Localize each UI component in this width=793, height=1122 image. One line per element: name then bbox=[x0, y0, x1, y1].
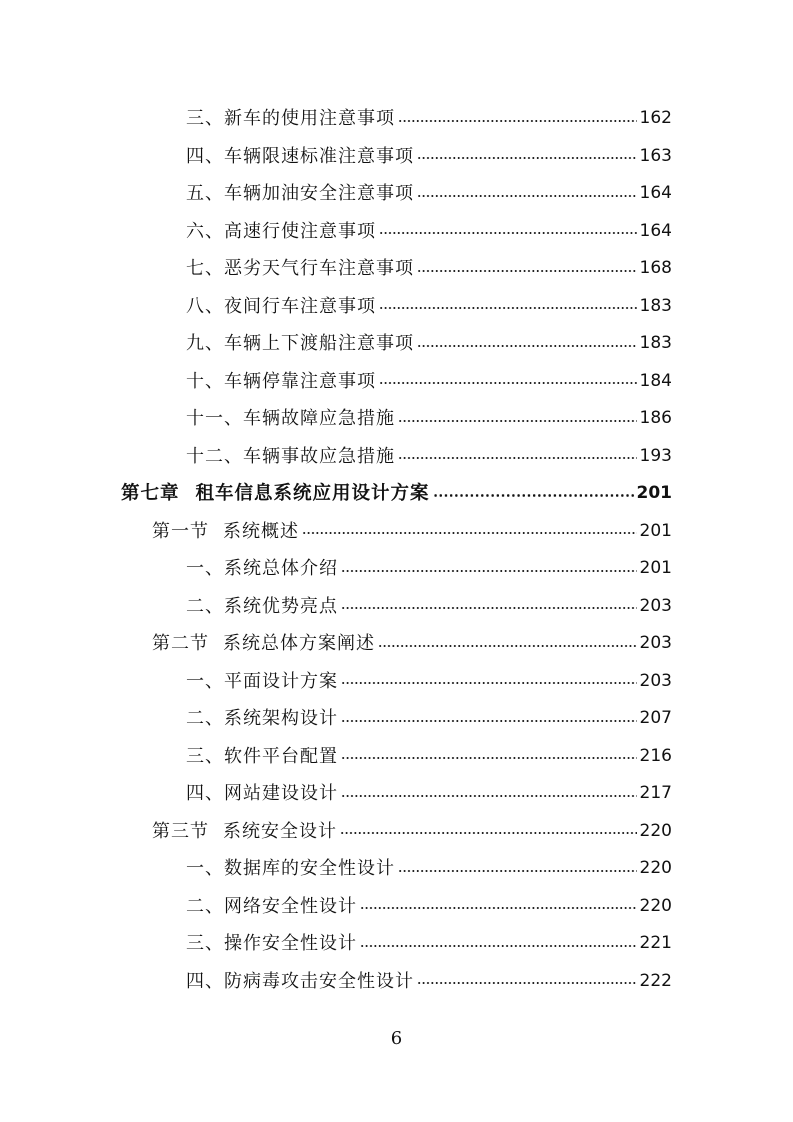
toc-entry-marker: 九、 bbox=[186, 333, 224, 354]
toc-entry-page-number: 222 bbox=[639, 970, 672, 991]
toc-dot-leader bbox=[417, 195, 637, 197]
toc-entry-marker: 四、 bbox=[186, 970, 224, 992]
toc-dot-leader bbox=[398, 120, 637, 122]
toc-entry-marker: 三、 bbox=[186, 745, 224, 767]
toc-subsection-entry[interactable] bbox=[0, 888, 793, 926]
toc-subsection-entry[interactable] bbox=[0, 700, 793, 738]
toc-entry-page-number: 164 bbox=[639, 220, 672, 241]
toc-entry-title: 车辆上下渡船注意事项 bbox=[224, 333, 414, 354]
toc-dot-leader bbox=[341, 720, 637, 722]
toc-entry-title: 平面设计方案 bbox=[224, 670, 338, 692]
toc-dot-leader bbox=[417, 157, 637, 159]
toc-subsection-entry[interactable] bbox=[0, 175, 793, 213]
toc-entry-marker: 四、 bbox=[186, 145, 224, 167]
toc-entry-marker: 三、 bbox=[186, 108, 224, 129]
toc-dot-leader bbox=[341, 607, 637, 609]
toc-entry-page-number: 220 bbox=[639, 858, 672, 878]
toc-entry-title: 防病毒攻击安全性设计 bbox=[224, 970, 414, 992]
toc-entry-title: 系统优势亮点 bbox=[224, 595, 338, 617]
toc-section-entry[interactable] bbox=[0, 625, 793, 663]
toc-subsection-entry[interactable] bbox=[0, 213, 793, 251]
toc-subsection-entry[interactable] bbox=[0, 325, 793, 363]
toc-entry-title: 高速行使注意事项 bbox=[224, 220, 376, 242]
toc-list bbox=[0, 100, 793, 1000]
toc-dot-leader bbox=[341, 682, 637, 684]
toc-dot-leader bbox=[417, 270, 637, 272]
toc-entry-title: 系统概述 bbox=[223, 520, 299, 542]
toc-subsection-entry[interactable] bbox=[0, 738, 793, 776]
toc-entry-page-number: 164 bbox=[639, 183, 672, 203]
table-of-contents bbox=[0, 100, 793, 1000]
toc-entry-page-number: 216 bbox=[639, 745, 672, 766]
toc-subsection-entry[interactable] bbox=[0, 400, 793, 438]
toc-entry-page-number: 203 bbox=[639, 633, 672, 653]
toc-entry-marker: 二、 bbox=[186, 595, 224, 617]
toc-dot-leader bbox=[360, 907, 637, 909]
toc-entry-title: 网络安全性设计 bbox=[224, 895, 357, 917]
toc-entry-page-number: 163 bbox=[639, 145, 672, 166]
toc-entry-title: 车辆限速标准注意事项 bbox=[224, 145, 414, 167]
toc-entry-page-number: 201 bbox=[639, 558, 672, 578]
toc-entry-marker: 二、 bbox=[186, 708, 224, 729]
toc-entry-title: 车辆事故应急措施 bbox=[243, 445, 395, 467]
toc-entry-marker: 二、 bbox=[186, 895, 224, 917]
toc-entry-title: 系统安全设计 bbox=[223, 820, 337, 842]
toc-entry-title: 车辆停靠注意事项 bbox=[224, 370, 376, 392]
toc-entry-page-number: 186 bbox=[639, 408, 672, 428]
toc-dot-leader bbox=[302, 532, 637, 534]
toc-entry-page-number: 201 bbox=[636, 483, 672, 503]
toc-entry-title: 操作安全性设计 bbox=[224, 933, 357, 954]
toc-entry-title: 新车的使用注意事项 bbox=[224, 108, 395, 129]
toc-dot-leader bbox=[417, 345, 637, 347]
toc-entry-marker: 五、 bbox=[186, 183, 224, 204]
toc-entry-page-number: 162 bbox=[639, 108, 672, 128]
toc-entry-marker: 第三节 bbox=[152, 820, 209, 842]
toc-dot-leader bbox=[360, 945, 637, 947]
toc-chapter-entry[interactable] bbox=[0, 475, 793, 513]
toc-dot-leader bbox=[398, 420, 637, 422]
toc-entry-page-number: 183 bbox=[639, 295, 672, 316]
toc-subsection-entry[interactable] bbox=[0, 138, 793, 176]
toc-entry-title: 系统总体方案阐述 bbox=[223, 633, 375, 654]
page-number: 6 bbox=[390, 1028, 403, 1049]
toc-entry-page-number: 183 bbox=[639, 333, 672, 353]
toc-dot-leader bbox=[379, 232, 637, 234]
toc-entry-title: 租车信息系统应用设计方案 bbox=[195, 483, 430, 504]
toc-entry-title: 恶劣天气行车注意事项 bbox=[224, 258, 414, 279]
toc-entry-page-number: 221 bbox=[639, 933, 672, 953]
toc-entry-title: 车辆故障应急措施 bbox=[243, 408, 395, 429]
toc-entry-page-number: 184 bbox=[639, 370, 672, 391]
toc-entry-marker: 十一、 bbox=[186, 408, 243, 429]
toc-entry-title: 软件平台配置 bbox=[224, 745, 338, 767]
toc-subsection-entry[interactable] bbox=[0, 925, 793, 963]
toc-entry-title: 车辆加油安全注意事项 bbox=[224, 183, 414, 204]
toc-entry-page-number: 217 bbox=[639, 783, 672, 803]
toc-entry-page-number: 220 bbox=[639, 820, 672, 841]
toc-entry-marker: 十二、 bbox=[186, 445, 243, 467]
toc-entry-title: 夜间行车注意事项 bbox=[224, 295, 376, 317]
toc-section-entry[interactable] bbox=[0, 513, 793, 551]
toc-entry-title: 系统架构设计 bbox=[224, 708, 338, 729]
toc-subsection-entry[interactable] bbox=[0, 363, 793, 401]
toc-dot-leader bbox=[341, 570, 637, 572]
toc-entry-marker: 第七章 bbox=[121, 483, 180, 504]
toc-entry-marker: 第二节 bbox=[152, 633, 209, 654]
toc-dot-leader bbox=[398, 870, 637, 872]
toc-entry-title: 系统总体介绍 bbox=[224, 558, 338, 579]
toc-subsection-entry[interactable] bbox=[0, 438, 793, 476]
toc-entry-marker: 四、 bbox=[186, 783, 224, 804]
toc-dot-leader bbox=[398, 457, 637, 459]
toc-dot-leader bbox=[341, 795, 637, 797]
toc-entry-page-number: 168 bbox=[639, 258, 672, 278]
toc-subsection-entry[interactable] bbox=[0, 963, 793, 1001]
toc-entry-page-number: 193 bbox=[639, 445, 672, 466]
toc-entry-page-number: 203 bbox=[639, 670, 672, 691]
toc-section-entry[interactable] bbox=[0, 813, 793, 851]
toc-subsection-entry[interactable] bbox=[0, 288, 793, 326]
toc-entry-marker: 第一节 bbox=[152, 520, 209, 542]
toc-entry-marker: 六、 bbox=[186, 220, 224, 242]
toc-subsection-entry[interactable] bbox=[0, 250, 793, 288]
toc-subsection-entry[interactable] bbox=[0, 663, 793, 701]
toc-entry-marker: 八、 bbox=[186, 295, 224, 317]
toc-entry-page-number: 203 bbox=[639, 595, 672, 616]
toc-dot-leader bbox=[341, 757, 637, 759]
toc-dot-leader bbox=[340, 832, 637, 834]
toc-dot-leader bbox=[378, 645, 637, 647]
toc-subsection-entry[interactable] bbox=[0, 588, 793, 626]
toc-subsection-entry[interactable] bbox=[0, 550, 793, 588]
toc-subsection-entry[interactable] bbox=[0, 775, 793, 813]
toc-entry-marker: 十、 bbox=[186, 370, 224, 392]
toc-subsection-entry[interactable] bbox=[0, 100, 793, 138]
toc-dot-leader bbox=[433, 494, 634, 497]
toc-subsection-entry[interactable] bbox=[0, 850, 793, 888]
toc-dot-leader bbox=[379, 307, 637, 309]
toc-entry-page-number: 220 bbox=[639, 895, 672, 916]
toc-entry-marker: 一、 bbox=[186, 858, 224, 879]
toc-entry-page-number: 207 bbox=[639, 708, 672, 728]
toc-entry-title: 网站建设设计 bbox=[224, 783, 338, 804]
toc-entry-marker: 一、 bbox=[186, 558, 224, 579]
toc-entry-marker: 三、 bbox=[186, 933, 224, 954]
toc-entry-title: 数据库的安全性设计 bbox=[224, 858, 395, 879]
toc-entry-marker: 七、 bbox=[186, 258, 224, 279]
toc-entry-marker: 一、 bbox=[186, 670, 224, 692]
toc-dot-leader bbox=[379, 382, 637, 384]
toc-entry-page-number: 201 bbox=[639, 520, 672, 541]
toc-dot-leader bbox=[417, 982, 637, 984]
